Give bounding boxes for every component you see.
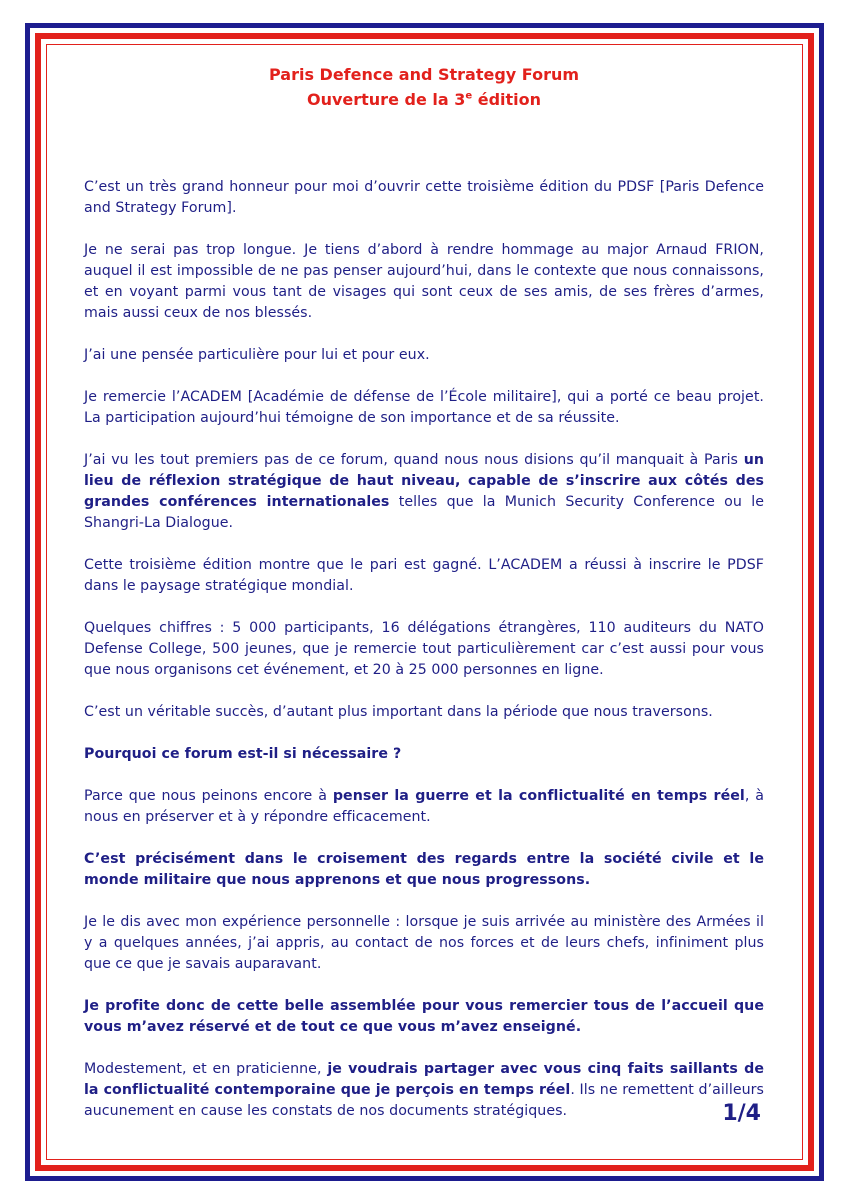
emphasized-text: penser la guerre et la conflictualité en temps réel: [332, 788, 745, 804]
body-paragraph: [84, 1059, 764, 1122]
body-paragraph: [84, 996, 764, 1038]
body-paragraph: [84, 555, 764, 597]
page-subtitle: [0, 87, 848, 112]
paragraph-text: Je remercie l’ACADEM [Académie de défense de l’École militaire], qui a porté ce beau projet. La participation aujourd’hui témoigne de son importance et de sa réussite.: [84, 389, 764, 426]
emphasized-text: C’est précisément dans le croisement des regards entre la société civile et le monde militaire que nous apprenons et que nous progressons.: [84, 851, 764, 888]
page-title: Paris Defence and Strategy Forum: [268, 65, 580, 84]
body-paragraph: [84, 177, 764, 219]
page-number: 1/4: [722, 1101, 761, 1126]
paragraph-text: Quelques chiffres : 5 000 participants, 16 délégations étrangères, 110 auditeurs du NATO Defense College, 500 jeunes, que je remercie tout particulièrement car c’est aussi pour vous que nous organisons cet événement, et 20 à 25 000 personnes en ligne.: [84, 620, 764, 678]
body-paragraph: [84, 849, 764, 891]
paragraph-text: Parce que nous peinons encore à: [84, 788, 333, 804]
body-paragraph: [84, 387, 764, 429]
body-paragraph: [84, 786, 764, 828]
paragraph-text: J’ai une pensée particulière pour lui et pour eux.: [84, 347, 430, 363]
emphasized-text: je voudrais partager avec vous cinq faits saillants de la conflictualité contemporaine que je perçois en temps réel: [84, 1061, 764, 1098]
paragraph-text: . Ils ne remettent d’ailleurs aucunement en cause les constats de nos documents stratégiques.: [84, 1082, 764, 1119]
body-paragraph: [84, 912, 764, 975]
paragraph-text: Modestement, et en praticienne,: [84, 1061, 328, 1077]
paragraph-text: C’est un très grand honneur pour moi d’ouvrir cette troisième édition du PDSF [Paris Defence and Strategy Forum].: [84, 179, 764, 216]
body-paragraph: [84, 618, 764, 681]
paragraph-text: Cette troisième édition montre que le pari est gagné. L’ACADEM a réussi à inscrire le PDSF dans le paysage stratégique mondial.: [84, 557, 764, 594]
paragraph-text: J’ai vu les tout premiers pas de ce forum, quand nous nous disions qu’il manquait à Paris: [84, 452, 744, 468]
emphasized-text: un lieu de réflexion stratégique de haut niveau, capable de s’inscrire aux côtés des grandes conférences internationales: [84, 452, 764, 510]
speech-body: [84, 177, 764, 1143]
body-paragraph: [84, 450, 764, 534]
paragraph-text: Je le dis avec mon expérience personnelle : lorsque je suis arrivée au ministère des Armées il y a quelques années, j’ai appris, au contact de nos forces et de leurs chefs, infiniment plus que ce que je savais auparavant.: [84, 914, 764, 972]
paragraph-text: , à nous en préserver et à y répondre efficacement.: [84, 788, 764, 825]
body-paragraph: [84, 240, 764, 324]
paragraph-text: C’est un véritable succès, d’autant plus important dans la période que nous traversons.: [84, 704, 713, 720]
body-paragraph: [84, 702, 764, 723]
body-paragraph: [84, 345, 764, 366]
emphasized-text: Je profite donc de cette belle assemblée pour vous remercier tous de l’accueil que vous m’avez réservé et de tout ce que vous m’avez enseigné.: [84, 998, 764, 1035]
paragraph-text: telles que la Munich Security Conference ou le Shangri-La Dialogue.: [84, 494, 765, 531]
subtitle-suffix: édition: [472, 90, 542, 109]
subtitle-superscript: e: [465, 90, 473, 102]
subtitle-prefix: Ouverture de la 3: [306, 90, 466, 109]
emphasized-text: Pourquoi ce forum est-il si nécessaire ?: [84, 746, 402, 762]
body-paragraph: [84, 744, 764, 765]
paragraph-text: Je ne serai pas trop longue. Je tiens d’abord à rendre hommage au major Arnaud FRION, auquel il est impossible de ne pas penser aujourd’hui, dans le contexte que nous connaissons, et en voyant parmi vous tant de visages qui sont ceux de ses amis, de ses frères d’armes, mais aussi ceux de nos blessés.: [84, 242, 764, 321]
page-heading: [0, 62, 848, 112]
